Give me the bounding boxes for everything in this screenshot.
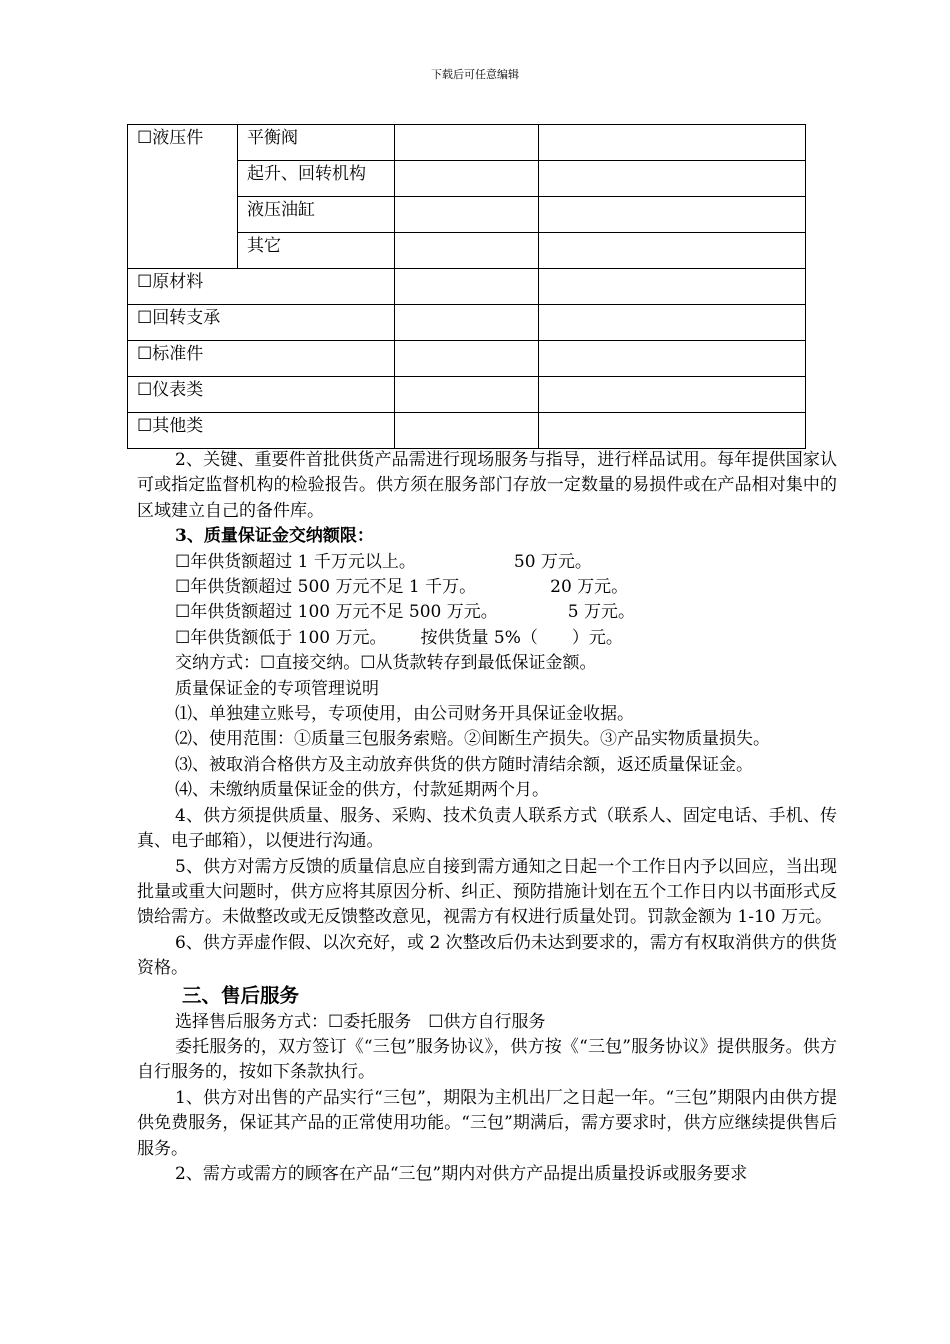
hydraulic-sub-item: 液压油缸: [238, 197, 395, 233]
table-cell: [539, 197, 806, 233]
category-label: ☐原材料: [128, 269, 395, 305]
table-row: [128, 305, 806, 341]
table-cell: [539, 341, 806, 377]
hydraulic-sub-item: 平衡阀: [238, 125, 395, 161]
table-cell: [395, 341, 539, 377]
deposit-amount: 5 万元。: [567, 602, 635, 623]
table-cell: [395, 125, 539, 161]
section-heading: 三、售后服务: [182, 983, 300, 1007]
clause-4: 4、供方须提供质量、服务、采购、技术负责人联系方式（联系人、固定电话、手机、传真、电子邮箱），以便进行沟通。: [137, 805, 837, 852]
clause-6: 6、供方弄虚作假、以次充好，或 2 次整改后仍未达到要求的，需方有权取消供方的供货资格。: [137, 932, 837, 979]
table-cell: [395, 269, 539, 305]
hydraulic-sub-item: 其它: [238, 233, 395, 269]
clause-2: 2、关键、重要件首批供货产品需进行现场服务与指导，进行样品试用。每年提供国家认可或指定监督机构的检验报告。供方须在服务部门存放一定数量的易损件或在产品相对集中的区域建立自己的备件库。: [137, 450, 837, 521]
deposit-amount: 按供货量 5%（ ）元。: [420, 627, 623, 648]
table-cell: [395, 305, 539, 341]
table-cell: [539, 269, 806, 305]
table-cell: [539, 305, 806, 341]
table-cell: [395, 197, 539, 233]
page-header: 下载后可任意编辑: [431, 68, 519, 81]
deposit-line: [137, 550, 837, 575]
table-cell: [539, 233, 806, 269]
hydraulic-sub-item: 起升、回转机构: [238, 161, 395, 197]
parts-table: [127, 124, 806, 449]
hydraulic-label: ☐液压件: [128, 125, 238, 269]
table-row: [128, 413, 806, 449]
table-cell: [395, 413, 539, 449]
management-item: ⑵、使用范围：①质量三包服务索赔。②间断生产损失。③产品实物质量损失。: [175, 729, 770, 750]
table-row: [128, 125, 806, 161]
entrust-paragraph: 委托服务的，双方签订《“三包”服务协议》，供方按《“三包”服务协议》提供服务。供方自行服务的，按如下条款执行。: [137, 1036, 837, 1083]
table-row: [128, 269, 806, 305]
table-cell: [395, 233, 539, 269]
deposit-line: [137, 626, 837, 651]
deposit-line: [137, 600, 837, 625]
table-cell: [539, 413, 806, 449]
management-item: ⑶、被取消合格供方及主动放弃供货的供方随时清结余额，返还质量保证金。: [175, 754, 753, 775]
deposit-heading: 3、质量保证金交纳额限：: [175, 526, 374, 547]
table-cell: [539, 125, 806, 161]
document-body: [137, 448, 837, 1187]
table-cell: [539, 377, 806, 413]
management-item: ⑴、单独建立账号，专项使用，由公司财务开具保证金收据。: [175, 704, 634, 725]
management-heading: 质量保证金的专项管理说明: [175, 678, 379, 699]
deposit-condition: ☐年供货额超过 100 万元不足 500 万元。: [175, 602, 498, 623]
table-row: [128, 377, 806, 413]
category-label: ☐仪表类: [128, 377, 395, 413]
table-cell: [395, 377, 539, 413]
payment-method: 交纳方式：☐直接交纳。☐从货款转存到最低保证金额。: [175, 653, 597, 674]
deposit-condition: ☐年供货额超过 500 万元不足 1 千万。: [175, 577, 477, 598]
clause-5: 5、供方对需方反馈的质量信息应自接到需方通知之日起一个工作日内予以回应，当出现批量或重大问题时，供方应将其原因分析、纠正、预防措施计划在五个工作日内以书面形式反馈给需方。未做整改或无反馈整改意见，视需方有权进行质量处罚。罚款金额为 1-10 万元。: [137, 856, 837, 928]
category-label: ☐其他类: [128, 413, 395, 449]
table-row: [128, 341, 806, 377]
deposit-condition: ☐年供货额超过 1 千万元以上。: [175, 551, 416, 572]
deposit-condition: ☐年供货额低于 100 万元。: [175, 627, 387, 648]
table-cell: [395, 161, 539, 197]
category-label: ☐标准件: [128, 341, 395, 377]
deposit-amount: 20 万元。: [550, 577, 629, 598]
service-clause-2: 2、需方或需方的顾客在产品“三包”期内对供方产品提出质量投诉或服务要求: [175, 1163, 748, 1184]
service-choice: 选择售后服务方式：☐委托服务 ☐供方自行服务: [175, 1011, 546, 1032]
deposit-amount: 50 万元。: [513, 551, 592, 572]
category-label: ☐回转支承: [128, 305, 395, 341]
deposit-line: [137, 575, 837, 600]
management-item: ⑷、未缴纳质量保证金的供方，付款延期两个月。: [175, 780, 549, 801]
table-cell: [539, 161, 806, 197]
service-clause-1: 1、供方对出售的产品实行“三包”，期限为主机出厂之日起一年。“三包”期限内由供方提供免费服务，保证其产品的正常使用功能。“三包”期满后，需方要求时，供方应继续提供售后服务。: [137, 1087, 837, 1159]
